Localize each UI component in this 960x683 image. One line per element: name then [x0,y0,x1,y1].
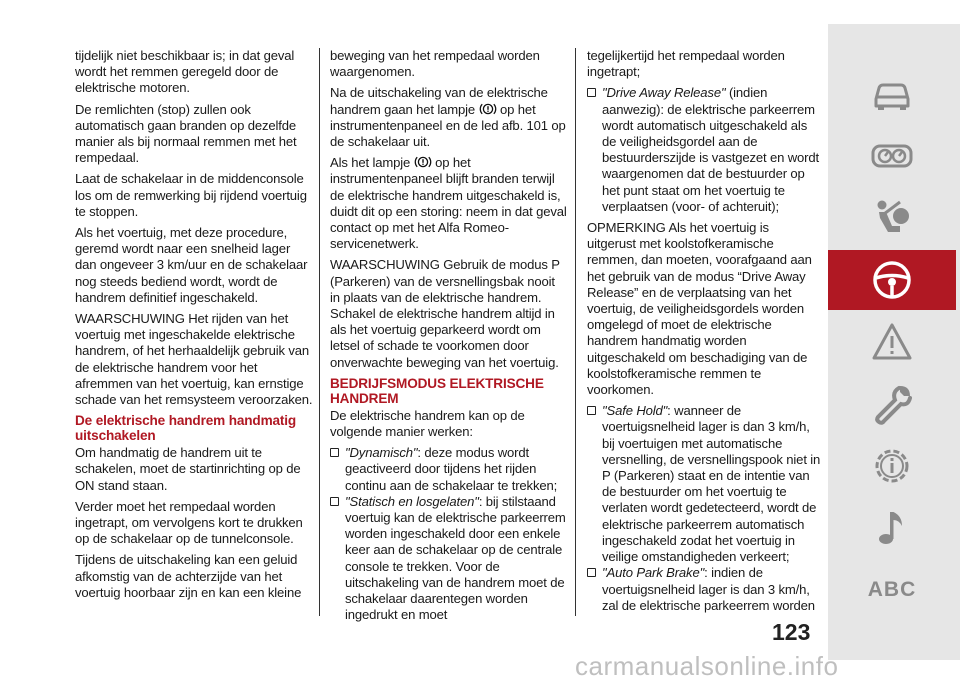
parking-brake-warning-lamp-icon [479,102,497,116]
list-item: "Safe Hold": wanneer de voertuigsnelheid lager is dan 3 km/h, bij voertuigen met automatische versnelling, de versnellingspook niet in P (Parkeren) staat en de intentie van de bestuurder om het voertuig te verlaten wordt gedetecteerd, wordt de elektrische parkeerrem automatisch ingeschakeld zodat het voertuig in veilige omstandigheden verkeert; [587,403,821,565]
paragraph: Om handmatig de handrem uit te schakelen, moet de startinrichting op de ON stand staan. [75,445,301,493]
tab-index[interactable] [828,560,956,620]
paragraph: Als het voertuig, met deze procedure, geremd wordt naar een snelheid lager dan ongeveer 3 km/uur en de schakelaar nog steeds bediend wordt, wordt de handrem definitief ingeschakeld. [75,225,308,305]
music-note-icon [870,506,914,550]
wrench-icon [870,382,914,426]
page-number: 123 [772,619,811,645]
text-column-2 [330,48,568,624]
parking-brake-warning-lamp-icon [414,155,432,169]
bullet-square-icon [587,568,596,577]
paragraph: Tijdens de uitschakeling kan een geluid afkomstig van de achterzijde van het voertuig hoorbaar zijn en kan een kleine [75,552,302,600]
paragraph: Als het lampje op het instrumentenpaneel blijft branden terwijl de elektrische handrem uitgeschakeld is, duidt dit op een storing: neem in dat geval contact op met het Alfa Romeo-servicenetwerk. [330,155,567,252]
warning-paragraph: WAARSCHUWING Het rijden van het voertuig met ingeschakelde elektrische handrem, of het herhaaldelijk gebruik van de elektrische handrem voor het afremmen van het voertuig, kan ernstige schade van het remsysteem veroorzaken. [75,311,313,408]
tab-vehicle[interactable] [828,64,956,124]
paragraph: Laat de schakelaar in de middenconsole los om de remwerking bij rijdend voertuig te stoppen. [75,171,307,219]
gauges-icon [870,134,914,178]
section-heading: De elektrische handrem handmatig uitschakelen [75,413,297,444]
paragraph: tegelijkertijd het rempedaal worden ingetrapt; [587,48,785,80]
paragraph: tijdelijk niet beschikbaar is; in dat geval wordt het remmen geregeld door de elektrische motoren. [75,48,295,96]
column-divider [319,48,320,616]
text-column-3 [587,48,821,614]
note-paragraph: OPMERKING Als het voertuig is uitgerust met koolstofkeramische remmen, dan moeten, voorafgaand aan het gebruik van de modus “Drive Away Release” en de verplaatsing van het voertuig, de veiligheidsgordels worden omgelegd of moet de elektrische handrem handmatig worden uitgeschakeld om beschadiging van de koolstofkeramische remmen te voorkomen. [587,220,812,398]
paragraph: Verder moet het rempedaal worden ingetrapt, om vervolgens kort te drukken op de schakelaar op de tunnelconsole. [75,498,303,547]
info-gear-icon [870,444,914,488]
bullet-square-icon [330,448,339,457]
list-item: "Drive Away Release" (indien aanwezig): de elektrische parkeerrem wordt automatisch uitgeschakeld als de veiligheidsgordel aan de bestuurderszijde is vastgezet en wordt waargenomen dat de bestuurder op het punt staat om het voertuig te verplaatsen (voor- of achteruit); [587,85,821,215]
tab-instrument-panel[interactable] [828,126,956,186]
paragraph: De remlichten (stop) zullen ook automatisch gaan branden op dezelfde manier als bij normaal remmen met het rempedaal. [75,101,297,166]
list-item: "Dynamisch": deze modus wordt geactiveerd door tijdens het rijden continu aan de schakelaar te trekken; [330,445,568,494]
bullet-square-icon [587,88,596,97]
paragraph: beweging van het rempedaal worden waargenomen. [330,48,540,80]
tab-technical-data[interactable] [828,436,956,496]
column-divider [575,48,576,616]
list-item: "Statisch en losgelaten": bij stilstaand voertuig kan de elektrische parkeerrem worden ingeschakeld door een enkele keer aan de schakelaar op de centrale console te trekken. Voor de uitschakeling van de handrem moet de schakelaar daarentegen worden ingedrukt en moet [330,494,568,624]
tab-maintenance[interactable] [828,374,956,434]
airbag-passenger-icon [870,196,914,240]
watermark: carmanualsonline.info [575,651,839,681]
bullet-square-icon [587,406,596,415]
steering-wheel-icon [870,258,914,302]
car-icon [870,72,914,116]
bullet-square-icon [330,497,339,506]
text-column-1 [75,48,315,606]
tab-safety[interactable] [828,188,956,248]
chapter-sidebar [828,24,960,660]
list-item: "Auto Park Brake": indien de voertuigsnelheid lager is dan 3 km/h, zal de elektrische parkeerrem worden [587,565,821,614]
paragraph: Na de uitschakeling van de elektrische handrem gaan het lampje op het instrumentenpaneel en de led afb. 101 op de schakelaar uit. [330,85,566,150]
tab-starting-driving[interactable] [828,250,956,310]
paragraph: De elektrische handrem kan op de volgende manier werken: [330,407,525,440]
tab-warning[interactable] [828,312,956,372]
index-label: ABC [867,578,917,601]
warning-triangle-icon [870,320,914,364]
warning-paragraph: WAARSCHUWING Gebruik de modus P (Parkeren) van de versnellingsbak nooit in plaats van de elektrische handrem. Schakel de elektrische handrem altijd in als het voertuig geparkeerd wordt om letsel of schade te voorkomen door onverwachte beweging van het voertuig. [330,257,560,370]
section-heading: BEDRIJFSMODUS ELEKTRISCHE HANDREM [330,375,544,406]
tab-multimedia[interactable] [828,498,956,558]
